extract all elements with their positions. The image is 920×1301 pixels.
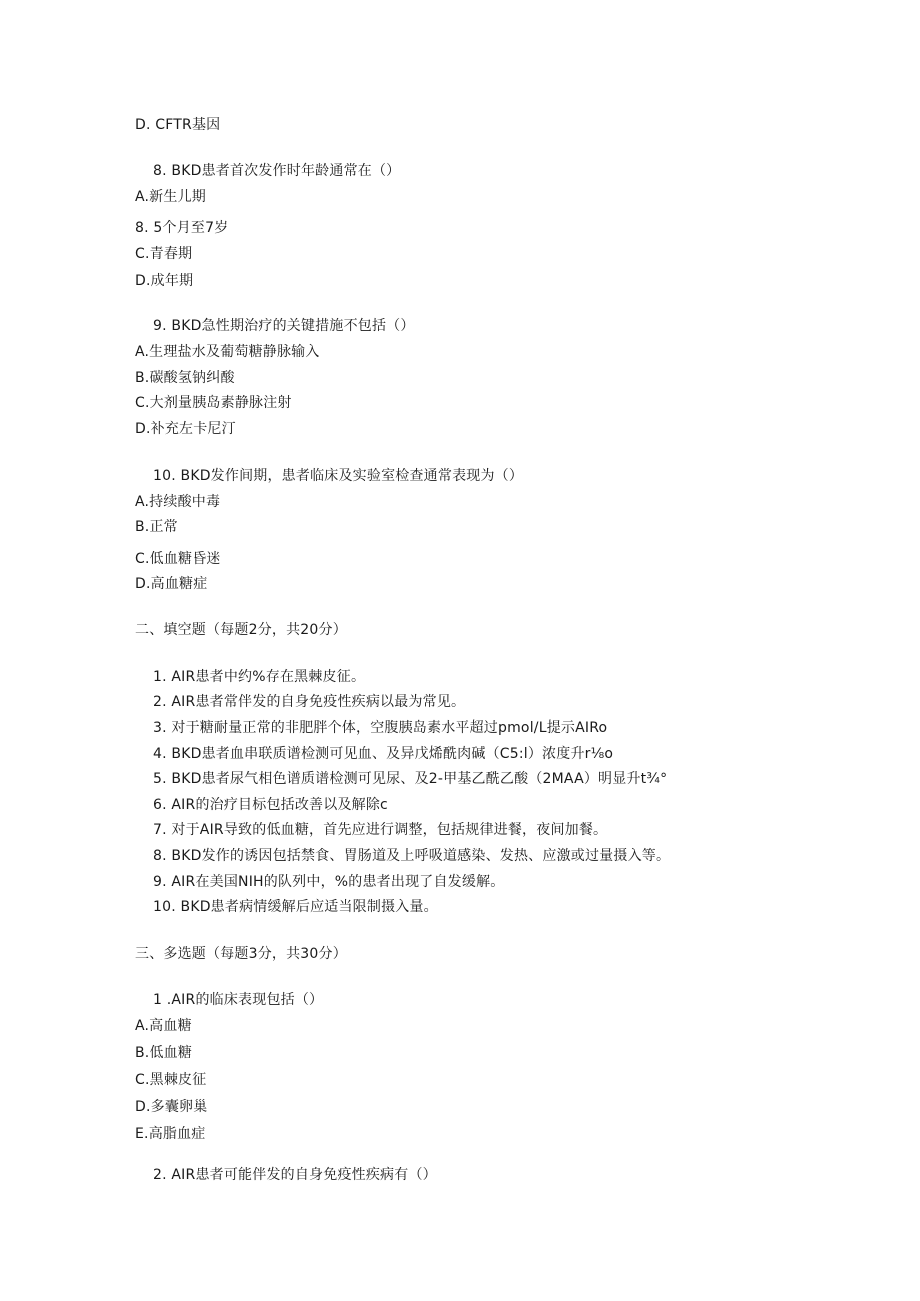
- mc-question-1: 1 .AIR的临床表现包括（）: [153, 992, 324, 1008]
- section-heading-fill-in: 二、填空题（每题2分，共20分）: [135, 622, 347, 638]
- option-a: A.高血糖: [135, 1018, 192, 1034]
- option-d: D.补充左卡尼汀: [135, 421, 236, 437]
- option-c: C.低血糖昏迷: [135, 551, 221, 567]
- option-b: B.正常: [135, 519, 178, 535]
- option-a: A.新生儿期: [135, 189, 206, 205]
- fill-question-9: 9. AIR在美国NIH的队列中，%的患者出现了自发缓解。: [153, 874, 505, 890]
- option-d: D.高血糖症: [135, 576, 208, 592]
- fill-question-10: 10. BKD患者病情缓解后应适当限制摄入量。: [153, 899, 438, 915]
- option-c: C.青春期: [135, 246, 193, 262]
- fill-question-8: 8. BKD发作的诱因包括禁食、胃肠道及上呼吸道感染、发热、应激或过量摄入等。: [153, 848, 671, 864]
- fill-question-4: 4. BKD患者血串联质谱检测可见血、及异戊烯酰肉碱（C5:l）浓度升r⅛o: [153, 746, 614, 762]
- fill-question-1: 1. AIR患者中约%存在黑棘皮征。: [153, 669, 366, 685]
- fill-question-2: 2. AIR患者常伴发的自身免疫性疾病以最为常见。: [153, 694, 466, 710]
- question-10: 10. BKD发作间期，患者临床及实验室检查通常表现为（）: [153, 468, 524, 484]
- fill-question-3: 3. 对于糖耐量正常的非肥胖个体，空腹胰岛素水平超过pmol/L提示AIRo: [153, 720, 608, 736]
- option-d: D.多囊卵巢: [135, 1099, 208, 1115]
- question-9: 9. BKD急性期治疗的关键措施不包括（）: [153, 318, 415, 334]
- option-c: C.黑棘皮征: [135, 1072, 207, 1088]
- option-d: D.成年期: [135, 273, 194, 289]
- section-heading-multiple-choice: 三、多选题（每题3分，共30分）: [135, 946, 347, 962]
- fill-question-7: 7. 对于AIR导致的低血糖，首先应进行调整，包括规律进餐，夜间加餐。: [153, 822, 608, 838]
- question-8: 8. BKD患者首次发作时年龄通常在（）: [153, 163, 401, 179]
- option-b: 8. 5个月至7岁: [135, 220, 229, 236]
- mc-question-2: 2. AIR患者可能伴发的自身免疫性疾病有（）: [153, 1167, 437, 1183]
- option-d-cftr: D. CFTR基因: [135, 117, 221, 133]
- fill-question-5: 5. BKD患者尿气相色谱质谱检测可见尿、及2-甲基乙酰乙酸（2MAA）明显升t¾°: [153, 771, 668, 787]
- option-e: E.高脂血症: [135, 1126, 206, 1142]
- option-a: A.生理盐水及葡萄糖静脉输入: [135, 344, 320, 360]
- option-c: C.大剂量胰岛素静脉注射: [135, 395, 292, 411]
- option-b: B.碳酸氢钠纠酸: [135, 370, 235, 386]
- option-b: B.低血糖: [135, 1045, 193, 1061]
- option-a: A.持续酸中毒: [135, 494, 221, 510]
- fill-question-6: 6. AIR的治疗目标包括改善以及解除c: [153, 797, 388, 813]
